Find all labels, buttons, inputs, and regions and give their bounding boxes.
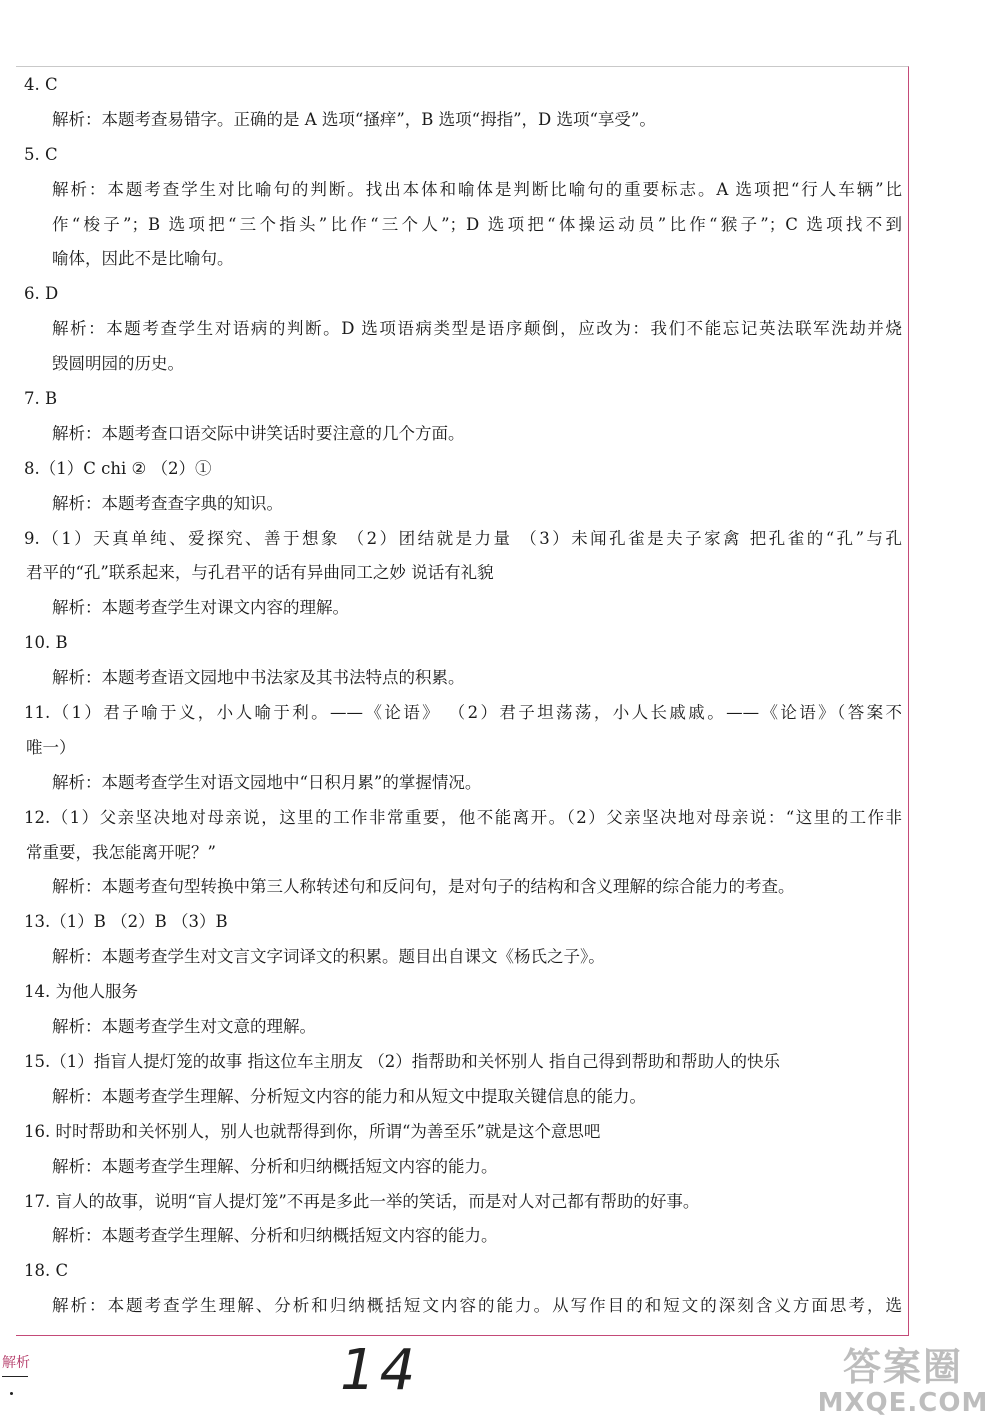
continuation-line: 常重要，我怎能离开呢？” (26, 842, 216, 862)
question-answer-line: 15.（1）指盲人提灯笼的故事 指这位车主朋友 （2）指帮助和关怀别人 指自己得到帮助和帮助人的快乐 (24, 1051, 780, 1071)
explanation-line: 解析：本题考查学生理解、分析和归纳概括短文内容的能力。从写作目的和短文的深刻含义方面思考，选 (52, 1296, 902, 1316)
continuation-line: 唯一） (26, 737, 76, 757)
footer-dot (10, 1392, 13, 1395)
question-answer-line: 18. C (24, 1261, 69, 1281)
explanation-line: 解析：本题考查学生理解、分析短文内容的能力和从短文中提取关键信息的能力。 (52, 1086, 646, 1106)
continuation-line: 毁圆明园的历史。 (52, 354, 184, 374)
watermark-logo-text: 答案圈 (842, 1345, 963, 1389)
question-answer-line: 11.（1）君子喻于义，小人喻于利。——《论语》 （2）君子坦荡荡，小人长戚戚。——《论语》（答案不 (24, 703, 902, 723)
handwritten-page-number: 14 (340, 1338, 420, 1403)
explanation-line: 解析：本题考查学生理解、分析和归纳概括短文内容的能力。 (52, 1156, 498, 1176)
explanation-line: 解析：本题考查学生对语病的判断。D 选项语病类型是语序颠倒，应改为：我们不能忘记英法联军洗劫并烧 (52, 319, 902, 339)
explanation-line: 解析：本题考查学生对文意的理解。 (52, 1017, 316, 1037)
continuation-line: 喻体，因此不是比喻句。 (52, 249, 234, 269)
explanation-line: 解析：本题考查学生对文言文字词译文的积累。题目出自课文《杨氏之子》。 (52, 947, 605, 967)
explanation-line: 解析：本题考查学生对比喻句的判断。找出本体和喻体是判断比喻句的重要标志。A 选项把“行人车辆”比 (52, 179, 902, 199)
explanation-line: 解析：本题考查学生对课文内容的理解。 (52, 598, 349, 618)
question-answer-line: 6. D (24, 284, 59, 304)
question-answer-line: 7. B (24, 389, 58, 409)
watermark-site-text: MXQE.COM (817, 1388, 989, 1418)
footer-section-label: 解析 (2, 1355, 30, 1371)
continuation-line: 作“梭子”；B 选项把“三个指头”比作“三个人”；D 选项把“体操运动员”比作“猴子”；C 选项找不到 (52, 214, 902, 234)
question-answer-line: 8.（1）C chi ② （2）① (24, 458, 212, 478)
explanation-line: 解析：本题考查语文园地中书法家及其书法特点的积累。 (52, 668, 465, 688)
explanation-line: 解析：本题考查查字典的知识。 (52, 493, 283, 513)
question-answer-line: 13.（1）B （2）B （3）B (24, 912, 228, 932)
explanation-line: 解析：本题考查学生理解、分析和归纳概括短文内容的能力。 (52, 1226, 498, 1246)
question-answer-line: 5. C (24, 144, 58, 164)
question-answer-line: 4. C (24, 75, 58, 94)
footer-rule (2, 1376, 28, 1377)
question-answer-line: 17. 盲人的故事，说明“盲人提灯笼”不再是多此一举的笑话，而是对人对己都有帮助的好事。 (24, 1191, 700, 1211)
question-answer-line: 12.（1）父亲坚决地对母亲说，这里的工作非常重要，他不能离开。（2）父亲坚决地对母亲说：“这里的工作非 (24, 807, 902, 827)
answer-content (22, 68, 902, 1324)
question-answer-line: 10. B (24, 633, 68, 653)
continuation-line: 君平的“孔”联系起来，与孔君平的话有异曲同工之妙 说话有礼貌 (26, 563, 494, 583)
question-answer-line: 14. 为他人服务 (24, 982, 138, 1002)
watermark-logo (808, 1346, 998, 1424)
question-answer-line: 16. 时时帮助和关怀别人，别人也就帮得到你，所谓“为善至乐”就是这个意思吧 (24, 1121, 601, 1141)
explanation-line: 解析：本题考查易错字。正确的是 A 选项“搔痒”，B 选项“拇指”，D 选项“享受”。 (52, 109, 656, 129)
explanation-line: 解析：本题考查口语交际中讲笑话时要注意的几个方面。 (52, 423, 465, 443)
explanation-line: 解析：本题考查学生对语文园地中“日积月累”的掌握情况。 (52, 772, 482, 792)
question-answer-line: 9.（1）天真单纯、爱探究、善于想象 （2）团结就是力量 （3）未闻孔雀是夫子家禽 把孔雀的“孔”与孔 (24, 528, 902, 548)
explanation-line: 解析：本题考查句型转换中第三人称转述句和反问句，是对句子的结构和含义理解的综合能力的考查。 (52, 877, 795, 897)
